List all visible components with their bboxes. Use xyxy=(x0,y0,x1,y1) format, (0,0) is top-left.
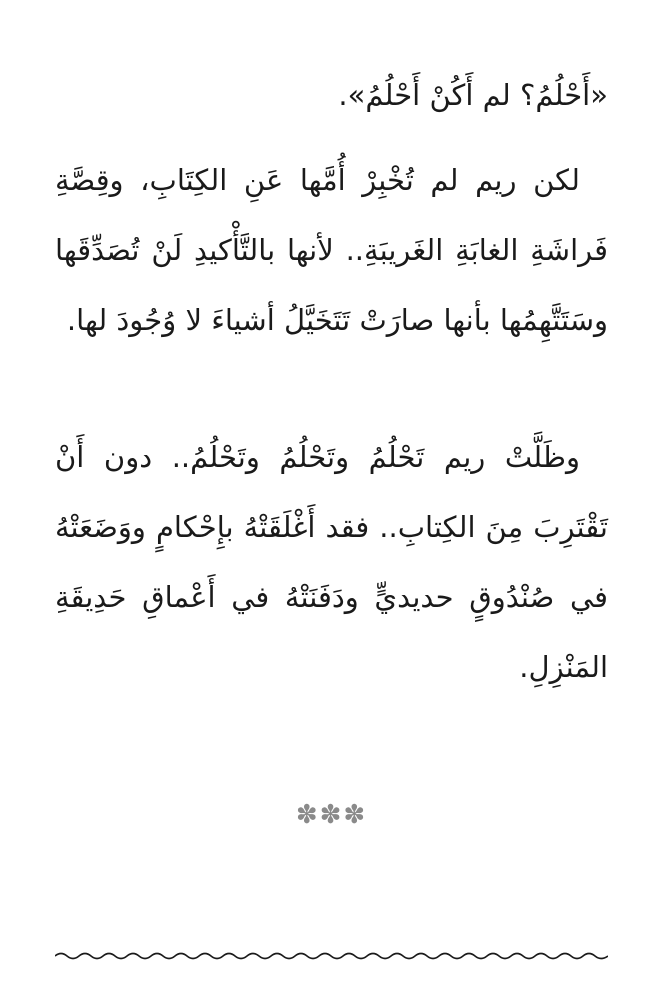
wave-line xyxy=(55,954,608,959)
section-separator: ✽✽✽ xyxy=(295,800,368,830)
paragraph-2: لكن ريم لم تُخْبِرْ أُمَّها عَنِ الكِتَابِ، وقِصَّةِ فَراشَةِ الغابَةِ الغَريبَةِ.. لأنها بالتَّأْكيدِ لَنْ تُصَدِّقَها وسَتَتَّهِمُها بأنها صارَتْ تَتَخَيَّلُ أشياءَ لا وُجُودَ لها. xyxy=(55,163,608,337)
paragraph-1: «أَحْلُمُ؟ لم أَكُنْ أَحْلُمُ». xyxy=(338,78,608,112)
paragraph-3: وظَلَّتْ ريم تَحْلُمُ وتَحْلُمُ وتَحْلُمُ.. دون أَنْ تَقْتَرِبَ مِنَ الكِتابِ.. فقد أَغْلَقَتْهُ بإِحْكامٍ ووَضَعَتْهُ في صُنْدُوقٍ حديديٍّ ودَفَنَتْهُ في أَعْماقِ حَدِيقَةِ المَنْزِلِ. xyxy=(55,440,608,684)
footer-wave-rule xyxy=(55,948,608,964)
